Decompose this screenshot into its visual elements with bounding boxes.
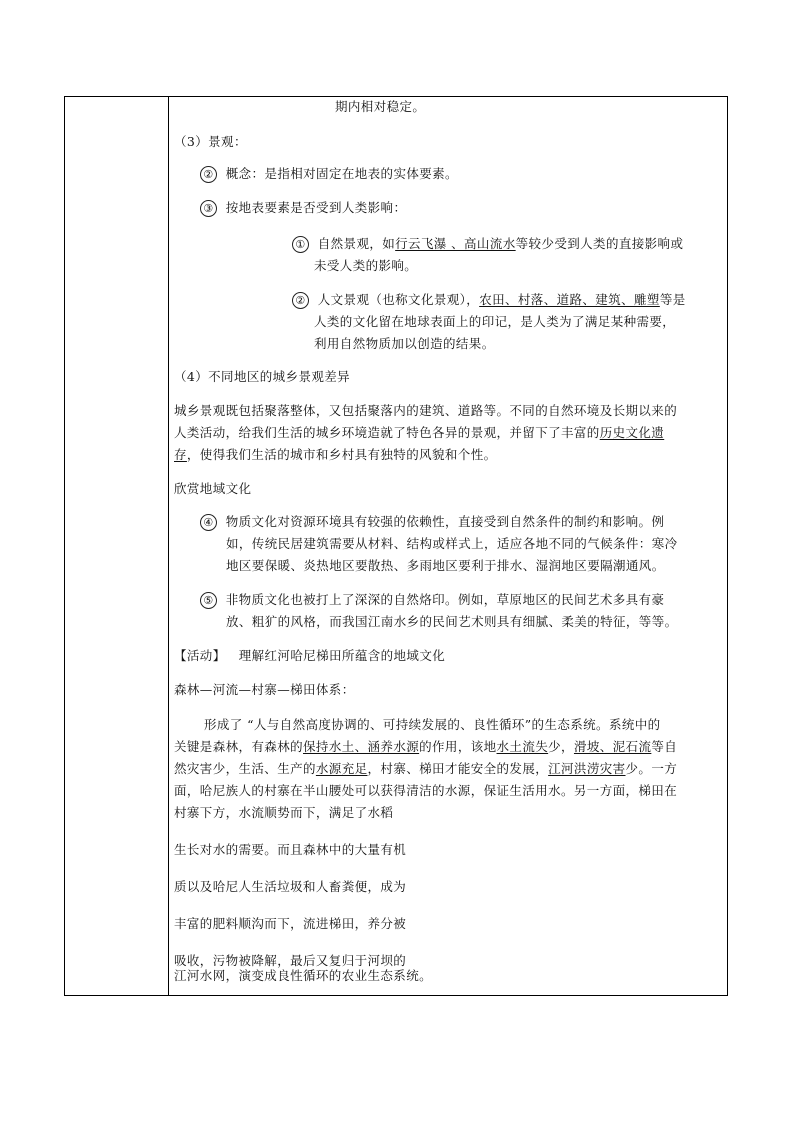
text-line: 人类的文化留在地球表面上的印记，是人类为了满足某种需要，: [314, 314, 676, 329]
underlined-text: 滑坡、泥石流: [573, 739, 652, 754]
text-line: [174, 761, 677, 777]
text-span: 自然景观，如: [317, 236, 396, 251]
left-column-cell: [65, 97, 169, 995]
list-text: 非物质文化也被打上了深深的自然烙印。例如，草原地区的民间艺术多具有豪: [225, 592, 665, 607]
list-text: 按地表要素是否受到人类影响：: [225, 200, 407, 215]
text-line: [174, 447, 497, 463]
circled-number: ①: [292, 236, 309, 253]
text-span: 关键是森林，有森林的: [174, 739, 304, 754]
text-line: 吸收，污物被降解，最后又复归于河坝的: [174, 953, 407, 968]
underlined-text: 江河洪涝灾害: [548, 761, 626, 776]
text-span: ，使得我们生活的城市和乡村具有独特的风貌和个性。: [186, 447, 497, 462]
text-line: [174, 425, 664, 441]
text-line: 期内相对稳定。: [335, 99, 426, 114]
text-line: 质以及哈尼人生活垃圾和人畜粪便，成为: [174, 879, 407, 894]
text-line: 利用自然物质加以创造的结果。: [314, 336, 495, 351]
text-span: 人类活动，给我们生活的城乡环境造就了特色各异的景观，并留下了丰富的: [174, 425, 600, 440]
text-line: 生长对水的需要。而且森林中的大量有机: [174, 842, 407, 857]
text-span: 少。一方: [625, 761, 678, 776]
underlined-text: 历史文化遗: [599, 425, 665, 440]
text-line: 城乡景观既包括聚落整体，又包括聚落内的建筑、道路等。不同的自然环境及长期以来的: [174, 403, 678, 418]
text-line: 面，哈尼族人的村寨在半山腰处可以获得清洁的水源，保证生活用水。另一方面，梯田在: [174, 783, 678, 798]
text-span: ，村寨、梯田才能安全的发展，: [367, 761, 549, 776]
circled-number: ②: [292, 292, 309, 309]
text-line: 放、粗犷的风格，而我国江南水乡的民间艺术则具有细腻、柔美的特征，等等。: [226, 614, 678, 629]
underlined-text: 农田、村落、道路、建筑、雕塑: [479, 292, 660, 307]
text-span: 然灾害少，生活、生产的: [174, 761, 316, 776]
text-span: 等是: [659, 292, 686, 307]
section-heading-urban-rural: （4）不同地区的城乡景观差异: [174, 369, 351, 384]
lesson-table: [64, 96, 728, 996]
list-item: [292, 236, 683, 253]
list-text: 物质文化对资源环境具有较强的依赖性，直接受到自然条件的制约和影响。例: [225, 514, 665, 529]
list-text: 概念：是指相对固定在地表的实体要素。: [225, 166, 458, 181]
list-item: [200, 592, 664, 609]
list-item: [200, 166, 458, 183]
activity-label: 【活动】: [174, 648, 226, 663]
content-cell: [170, 97, 727, 995]
underlined-text: 水土流失: [496, 739, 549, 754]
text-span: 人文景观（也称文化景观），: [317, 292, 480, 307]
circled-number: ⑤: [200, 592, 217, 609]
text-line: 村寨下方，水流顺势而下，满足了水稻: [174, 805, 394, 820]
text-line: 地区要保暖、炎热地区要散热、多雨地区要利于排水、湿润地区要隔潮通风。: [226, 558, 665, 573]
text-line: 丰富的肥料顺沟而下，流进梯田，养分被: [174, 916, 407, 931]
section-heading-landscape: （3）景观：: [174, 134, 247, 149]
activity-title: 理解红河哈尼梯田所蕴含的地域文化: [238, 648, 446, 663]
underlined-text: 水源充足: [315, 761, 368, 776]
section-heading-regional-culture: 欣赏地域文化: [174, 481, 252, 496]
circled-number: ②: [200, 166, 217, 183]
underlined-text: 存: [174, 447, 187, 462]
list-item: [200, 200, 406, 217]
text-span: 等较少受到人类的直接影响或: [515, 236, 684, 251]
underlined-text: 保持水土、涵养水源: [303, 739, 420, 754]
underlined-text: 行云飞瀑 、高山流水: [395, 236, 516, 251]
list-item: [292, 292, 686, 309]
circled-number: ③: [200, 200, 217, 217]
text-span: 等自: [651, 739, 678, 754]
text-span: 的作用，该地: [419, 739, 497, 754]
circled-number: ④: [200, 514, 217, 531]
text-line: 形成了 “人与自然高度协调的、可持续发展的、良性循环”的生态系统。系统中的: [204, 717, 661, 732]
text-line-final: 江河水网，演变成良性循环的农业生态系统。: [174, 968, 433, 983]
text-line: 森林—河流—村寨—梯田体系：: [174, 682, 355, 697]
text-line: 未受人类的影响。: [314, 258, 418, 273]
activity-heading: [174, 648, 445, 664]
list-item: [200, 514, 664, 531]
text-line: 如，传统民居建筑需要从材料、结构或样式上，适应各地不同的气候条件：寒冷: [226, 536, 678, 551]
text-line: [174, 739, 677, 755]
text-span: 少，: [548, 739, 574, 754]
